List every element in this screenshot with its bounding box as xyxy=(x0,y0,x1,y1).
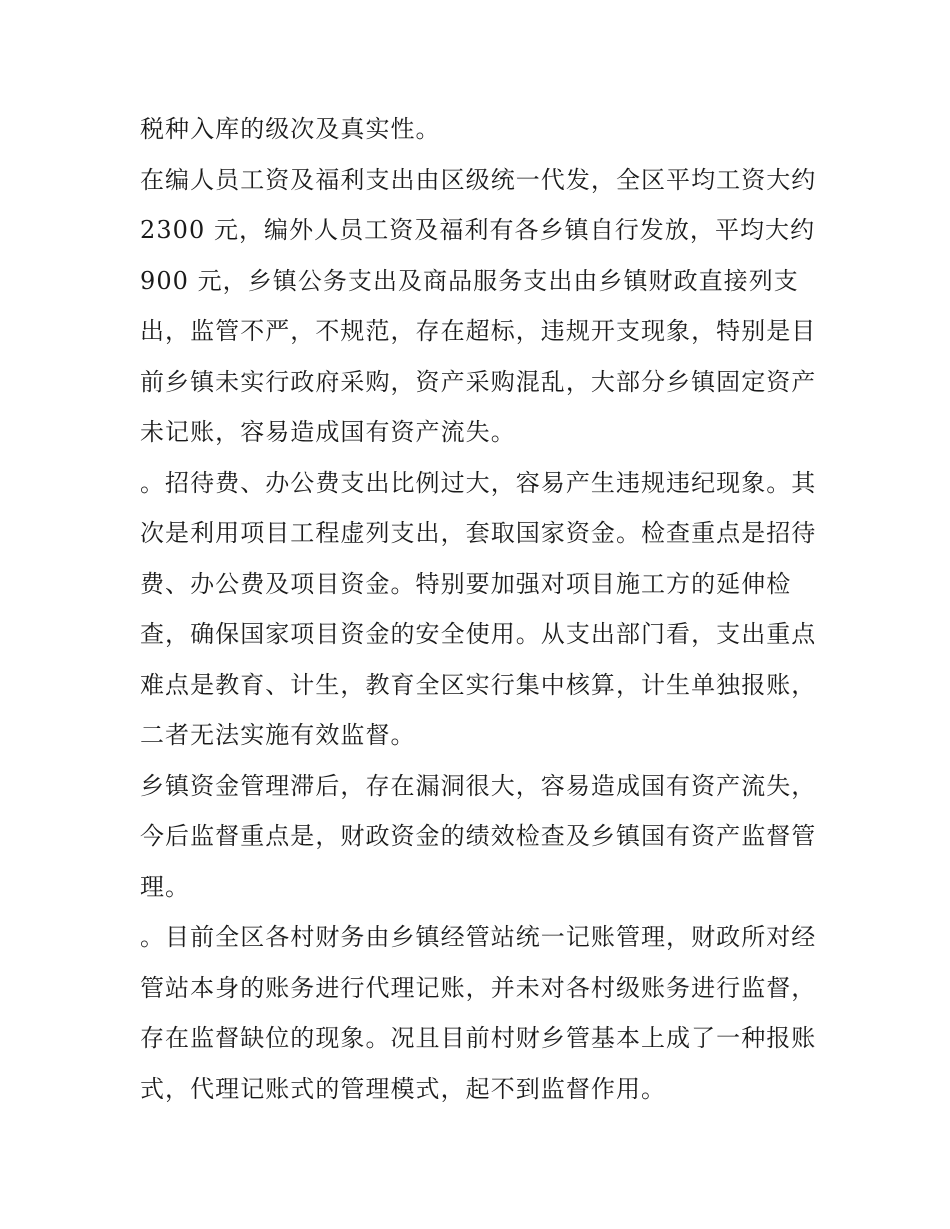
text-line: 管站本身的账务进行代理记账，并未对各村级账务进行监督， xyxy=(140,973,817,1002)
paragraph-5 xyxy=(140,912,820,1114)
document-body xyxy=(140,104,820,1114)
text-line: 前乡镇未实行政府采购，资产采购混乱，大部分乡镇固定资产 xyxy=(140,367,817,396)
text-line: 乡镇资金管理滞后，存在漏洞很大，容易造成国有资产流失， xyxy=(140,771,817,800)
text-line: 2300 元，编外人员工资及福利有各乡镇自行发放，平均大约 xyxy=(140,216,816,244)
paragraph-3 xyxy=(140,458,820,761)
text-line: 存在监督缺位的现象。况且目前村财乡管基本上成了一种报账 xyxy=(140,1024,817,1052)
text-line: 。招待费、办公费支出比例过大，容易产生违规违纪现象。其 xyxy=(140,468,817,497)
text-line: 900 元，乡镇公务支出及商品服务支出由乡镇财政直接列支 xyxy=(140,266,799,295)
text-line: 查，确保国家项目资金的安全使用。从支出部门看，支出重点 xyxy=(140,620,817,648)
paragraph-4 xyxy=(140,761,820,913)
text-line: 今后监督重点是，财政资金的绩效检查及乡镇国有资产监督管 xyxy=(140,822,817,850)
paragraph-1 xyxy=(140,104,820,155)
text-line: 。目前全区各村财务由乡镇经管站统一记账管理，财政所对经 xyxy=(140,923,817,951)
paragraph-2 xyxy=(140,155,820,458)
text-line: 税种入库的级次及真实性。 xyxy=(140,115,441,143)
text-line: 在编人员工资及福利支出由区级统一代发，全区平均工资大约 xyxy=(140,165,817,194)
text-line: 费、办公费及项目资金。特别要加强对项目施工方的延伸检 xyxy=(140,569,792,598)
text-line: 次是利用项目工程虚列支出，套取国家资金。检查重点是招待 xyxy=(140,519,817,547)
text-line: 式，代理记账式的管理模式，起不到监督作用。 xyxy=(140,1074,667,1103)
text-line: 出，监管不严，不规范，存在超标，违规开支现象，特别是目 xyxy=(140,317,817,345)
text-line: 难点是教育、计生，教育全区实行集中核算，计生单独报账， xyxy=(140,670,817,699)
text-line: 理。 xyxy=(140,872,191,901)
text-line: 未记账，容易造成国有资产流失。 xyxy=(140,418,516,446)
text-line: 二者无法实施有效监督。 xyxy=(140,721,416,749)
